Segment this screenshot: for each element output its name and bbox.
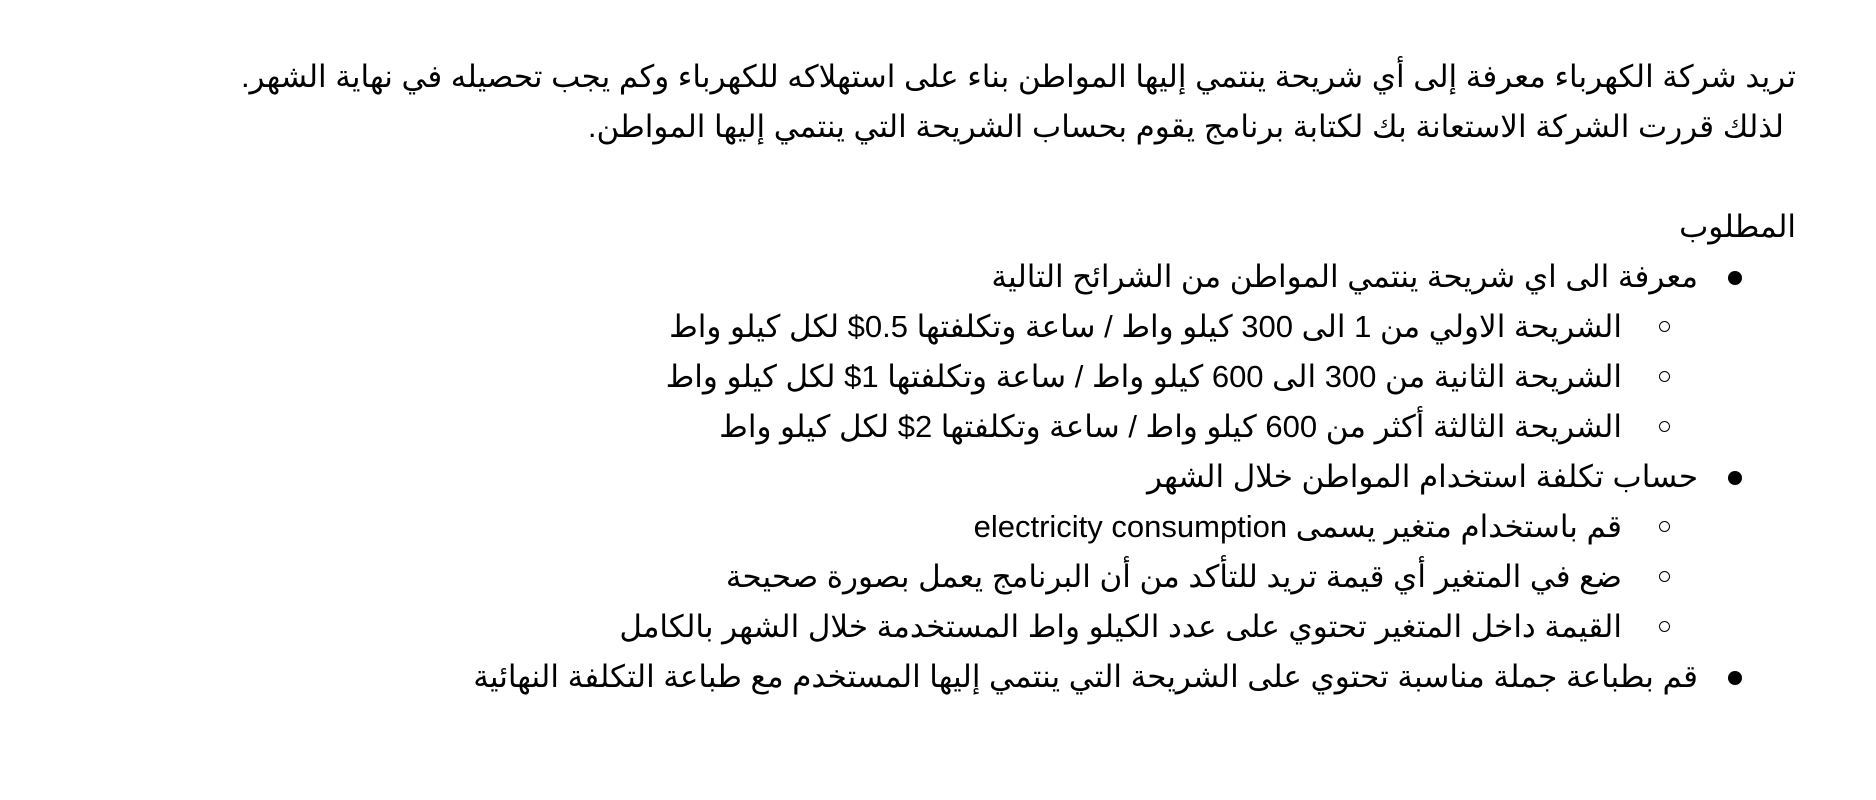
- intro-paragraph: [156, 52, 1796, 152]
- bullet-disc-icon: [1728, 471, 1742, 485]
- bullet-disc-icon: [1728, 671, 1742, 685]
- intro-line-1: تريد شركة الكهرباء معرفة إلى أي شريحة ينتمي إليها المواطن بناء على استهلاكه للكهرباء وكم يجب تحصيله في نهاية الشهر.: [240, 59, 1796, 94]
- sublist-item: [156, 552, 1720, 602]
- sublist: [156, 302, 1698, 452]
- bullet-circle-icon: [1659, 421, 1670, 432]
- list-item: [156, 452, 1796, 652]
- bullet-disc-icon: [1728, 271, 1742, 285]
- sublist-item: [156, 352, 1720, 402]
- requirements-heading: المطلوب: [1679, 209, 1796, 244]
- bullet-circle-icon: [1659, 371, 1670, 382]
- bullet-circle-icon: [1659, 621, 1670, 632]
- sublist-item-text: ضع في المتغير أي قيمة تريد للتأكد من أن البرنامج يعمل بصورة صحيحة: [725, 559, 1622, 594]
- sublist-item-text: الشريحة الثالثة أكثر من 600 كيلو واط / ساعة وتكلفتها 2$ لكل كيلو واط: [719, 409, 1622, 444]
- list-item: [156, 652, 1796, 702]
- sublist-item-text: الشريحة الاولي من 1 الى 300 كيلو واط / ساعة وتكلفتها 0.5$ لكل كيلو واط: [669, 309, 1622, 344]
- sublist-item-text: الشريحة الثانية من 300 الى 600 كيلو واط / ساعة وتكلفتها 1$ لكل كيلو واط: [665, 359, 1622, 394]
- list-item-text: قم بطباعة جملة مناسبة تحتوي على الشريحة التي ينتمي إليها المستخدم مع طباعة التكلفة النهائية: [473, 659, 1698, 694]
- list-item-text: حساب تكلفة استخدام المواطن خلال الشهر: [1146, 459, 1698, 494]
- list-item: [156, 252, 1796, 452]
- sublist-item: [156, 602, 1720, 652]
- bullet-circle-icon: [1659, 521, 1670, 532]
- intro-line-2: لذلك قررت الشركة الاستعانة بك لكتابة برنامج يقوم بحساب الشريحة التي ينتمي إليها المواطن.: [587, 109, 1784, 144]
- document-body: [156, 52, 1796, 702]
- sublist: [156, 502, 1698, 652]
- variable-name: electricity consumption: [973, 509, 1288, 544]
- sublist-item: [156, 402, 1720, 452]
- bullet-circle-icon: [1659, 571, 1670, 582]
- list-item-text: معرفة الى اي شريحة ينتمي المواطن من الشرائح التالية: [991, 259, 1698, 294]
- bullet-circle-icon: [1659, 321, 1670, 332]
- sublist-item: [156, 502, 1720, 552]
- sublist-item-text: القيمة داخل المتغير تحتوي على عدد الكيلو واط المستخدمة خلال الشهر بالكامل: [619, 609, 1622, 644]
- sublist-item-text: قم باستخدام متغير يسمى: [1295, 509, 1622, 544]
- sublist-item: [156, 302, 1720, 352]
- requirements-list: [156, 252, 1796, 702]
